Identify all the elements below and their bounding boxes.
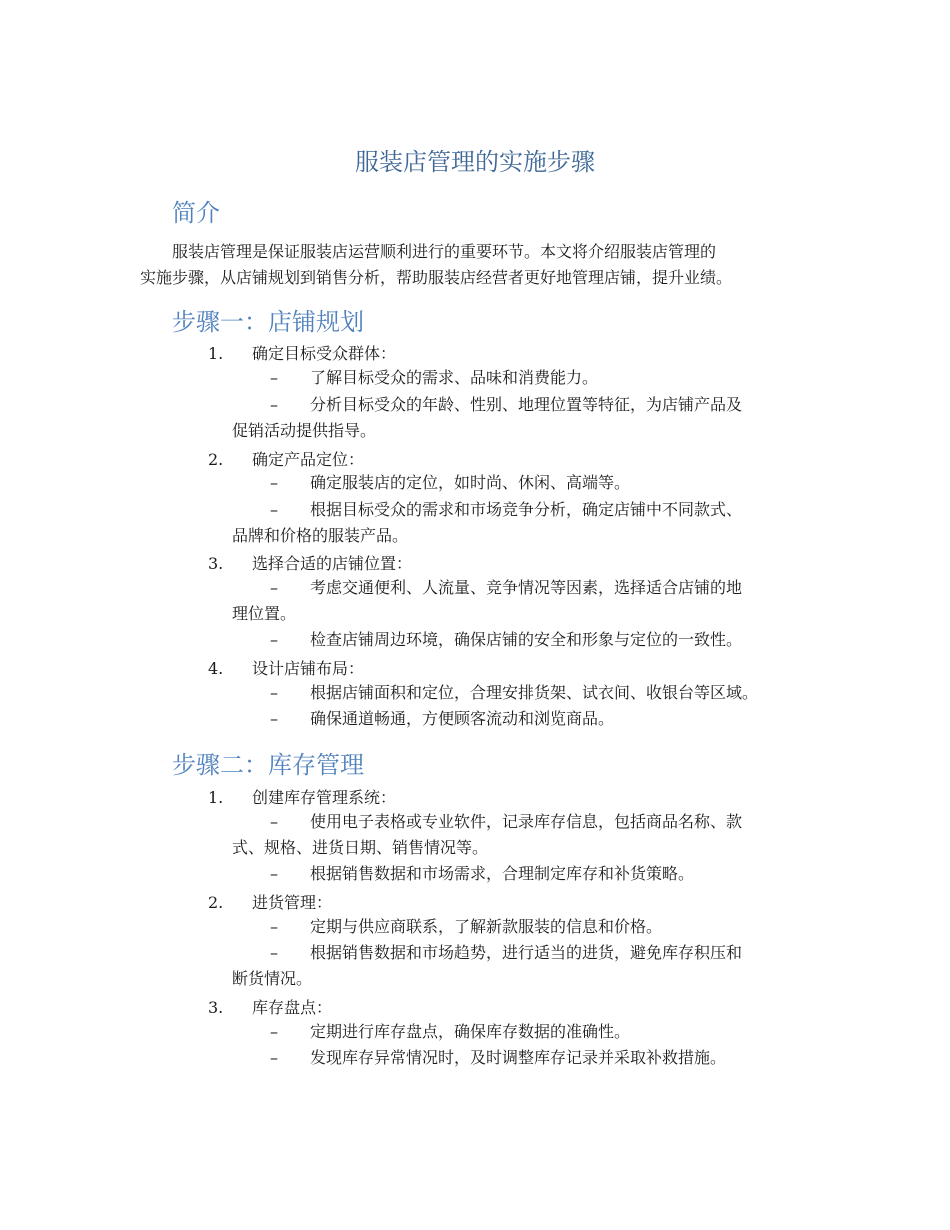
dash-icon: – (270, 500, 278, 519)
bullet-item (232, 940, 742, 992)
dash-icon: – (270, 864, 278, 883)
bullet-text: 发现库存异常情况时，及时调整库存记录并采取补救措施。 (310, 1048, 727, 1067)
bullet-text: 确定服装店的定位，如时尚、休闲、高端等。 (310, 473, 631, 492)
list-label: 设计店铺布局： (252, 659, 365, 678)
bullet-continuation: 断货情况。 (232, 969, 313, 988)
list-item (208, 341, 396, 364)
bullet-continuation: 式、规格、进货日期、销售情况等。 (232, 838, 489, 857)
dash-icon: – (270, 368, 278, 387)
bullet-text: 定期进行库存盘点，确保库存数据的准确性。 (310, 1022, 631, 1041)
bullet-continuation: 品牌和价格的服装产品。 (232, 526, 409, 545)
bullet-text: 使用电子表格或专业软件，记录库存信息，包括商品名称、款 (310, 812, 743, 831)
list-item (208, 995, 332, 1018)
list-number: 2. (208, 893, 224, 912)
bullet-item (232, 1019, 630, 1045)
list-item (208, 785, 396, 808)
dash-icon: – (270, 473, 278, 492)
intro-paragraph (140, 239, 830, 291)
document-title: 服装店管理的实施步骤 (355, 148, 595, 176)
dash-icon: – (270, 578, 278, 597)
list-label: 确定产品定位： (252, 450, 365, 469)
list-number: 3. (208, 554, 224, 573)
section-heading-step1: 步骤一：店铺规划 (172, 308, 364, 336)
bullet-item (232, 809, 742, 861)
list-label: 库存盘点： (252, 998, 333, 1017)
dash-icon: – (270, 1048, 278, 1067)
list-number: 3. (208, 998, 224, 1017)
section-heading-intro: 简介 (172, 199, 220, 227)
list-label: 创建库存管理系统： (252, 788, 397, 807)
list-label: 选择合适的店铺位置： (252, 554, 413, 573)
bullet-text: 根据销售数据和市场趋势，进行适当的进货，避免库存积压和 (310, 943, 743, 962)
dash-icon: – (270, 630, 278, 649)
dash-icon: – (270, 1022, 278, 1041)
list-number: 2. (208, 450, 224, 469)
bullet-text: 确保通道畅通，方便顾客流动和浏览商品。 (310, 709, 615, 728)
bullet-item (232, 861, 694, 887)
bullet-text: 根据目标受众的需求和市场竞争分析，确定店铺中不同款式、 (310, 500, 743, 519)
dash-icon: – (270, 395, 278, 414)
list-item (208, 656, 364, 679)
dash-icon: – (270, 812, 278, 831)
dash-icon: – (270, 917, 278, 936)
bullet-text: 根据销售数据和市场需求，合理制定库存和补货策略。 (310, 864, 695, 883)
intro-line: 实施步骤，从店铺规划到销售分析，帮助服装店经营者更好地管理店铺，提升业绩。 (140, 268, 733, 287)
list-number: 4. (208, 659, 224, 678)
dash-icon: – (270, 683, 278, 702)
bullet-item (232, 680, 758, 706)
bullet-text: 根据店铺面积和定位，合理安排货架、试衣间、收银台等区域。 (310, 683, 759, 702)
section-heading-step2: 步骤二：库存管理 (172, 751, 364, 779)
bullet-item (232, 497, 742, 549)
bullet-continuation: 理位置。 (232, 604, 297, 623)
bullet-item (232, 575, 742, 627)
bullet-item (232, 392, 742, 444)
bullet-text: 考虑交通便利、人流量、竞争情况等因素，选择适合店铺的地 (310, 578, 743, 597)
bullet-item (232, 627, 742, 653)
list-item (208, 447, 364, 470)
bullet-continuation: 促销活动提供指导。 (232, 421, 377, 440)
bullet-item (232, 1045, 726, 1071)
bullet-item (232, 706, 614, 732)
list-item (208, 551, 412, 574)
bullet-item (232, 365, 598, 391)
bullet-item (232, 914, 662, 940)
bullet-item (232, 470, 630, 496)
intro-line: 服装店管理是保证服装店运营顺利进行的重要环节。本文将介绍服装店管理的 (172, 242, 717, 261)
bullet-text: 了解目标受众的需求、品味和消费能力。 (310, 368, 599, 387)
list-number: 1. (208, 788, 224, 807)
list-item (208, 890, 332, 913)
bullet-text: 检查店铺周边环境，确保店铺的安全和形象与定位的一致性。 (310, 630, 743, 649)
bullet-text: 定期与供应商联系，了解新款服装的信息和价格。 (310, 917, 663, 936)
bullet-text: 分析目标受众的年龄、性别、地理位置等特征，为店铺产品及 (310, 395, 743, 414)
dash-icon: – (270, 943, 278, 962)
list-number: 1. (208, 344, 224, 363)
list-label: 确定目标受众群体： (252, 344, 397, 363)
dash-icon: – (270, 709, 278, 728)
list-label: 进货管理： (252, 893, 333, 912)
